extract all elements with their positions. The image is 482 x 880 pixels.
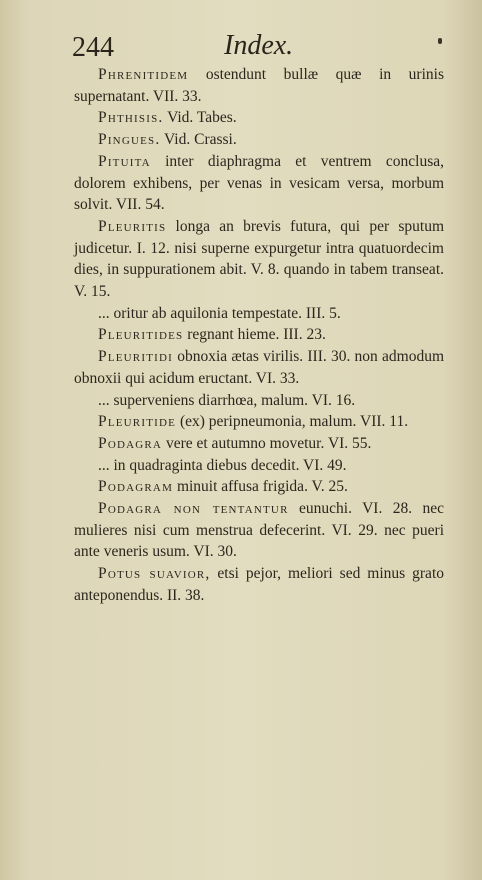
entry-text: obnoxia ætas virilis. III. 30. non admodum obnoxii qui acidum eructant. VI. 33.: [74, 348, 445, 387]
index-entry: [74, 563, 444, 606]
entry-headword: Podagra non tentantur: [98, 500, 289, 518]
entry-text: minuit affusa frigida. V. 25.: [176, 478, 348, 496]
index-entry: [74, 498, 444, 563]
index-entry: [74, 455, 444, 477]
entry-text: ... in quadraginta diebus decedit. VI. 49.: [98, 456, 347, 474]
page-number: 244: [72, 32, 114, 63]
index-entry: [74, 346, 444, 389]
entry-text: Vid. Crassi.: [164, 131, 237, 149]
index-entries: [74, 64, 444, 607]
running-head: [70, 30, 430, 64]
index-entry: [74, 476, 444, 498]
entry-text: Vid. Tabes.: [167, 109, 237, 127]
index-entry: [74, 129, 444, 151]
entry-headword: Podagra: [98, 434, 163, 452]
running-title: Index.: [224, 30, 294, 61]
entry-text: (ex) peripneumonia, malum. VII. 11.: [179, 413, 409, 431]
index-entry: [74, 151, 444, 216]
index-entry: [74, 433, 444, 455]
index-entry: [74, 107, 444, 129]
ink-speck: [438, 38, 442, 44]
entry-headword: Pleuritides: [98, 326, 184, 344]
entry-text: vere et autumno movetur. VI. 55.: [165, 434, 372, 452]
entry-text: inter diaphragma et ventrem conclusa, dolorem exhibens, per venas in vesicam versa, morbum solvit. VII. 54.: [74, 152, 444, 214]
entry-text: eunuchi. VI. 28. nec mulieres nisi cum menstrua defecerint. VI. 29. nec pueri ante veneris usum. VI. 30.: [74, 500, 445, 561]
index-entry: [74, 411, 444, 433]
entry-headword: Pleuritis: [98, 217, 167, 235]
entry-headword: Potus suavior,: [98, 565, 211, 583]
entry-text: ... superveniens diarrhœa, malum. VI. 16.: [98, 391, 356, 409]
index-entry: [74, 64, 444, 107]
index-entry: [74, 324, 444, 346]
entry-headword: Phrenitidem: [98, 66, 189, 83]
entry-text: ostendunt bullæ quæ in urinis supernatant. VII. 33.: [74, 66, 444, 105]
entry-text: etsi pejor, meliori sed minus grato anteponendus. II. 38.: [74, 565, 444, 604]
entry-headword: Pituita: [98, 152, 151, 170]
entry-text: ... oritur ab aquilonia tempestate. III. 5.: [98, 304, 341, 322]
entry-headword: Phthisis.: [98, 109, 164, 127]
entry-text: regnant hieme. III. 23.: [187, 326, 326, 344]
entry-headword: Pleuritide: [98, 413, 177, 431]
entry-headword: Pleuritidi: [98, 348, 173, 366]
index-entry: [74, 216, 444, 303]
index-entry: [74, 390, 444, 412]
index-entry: [74, 303, 444, 325]
entry-text: longa an brevis futura, qui per sputum judicetur. I. 12. nisi superne expurgetur intra quatuordecim dies, in suppurationem abit. V. 8. quando in tabem transeat. V. 15.: [74, 217, 444, 301]
entry-headword: Podagram: [98, 478, 174, 496]
entry-headword: Pingues.: [98, 131, 161, 149]
